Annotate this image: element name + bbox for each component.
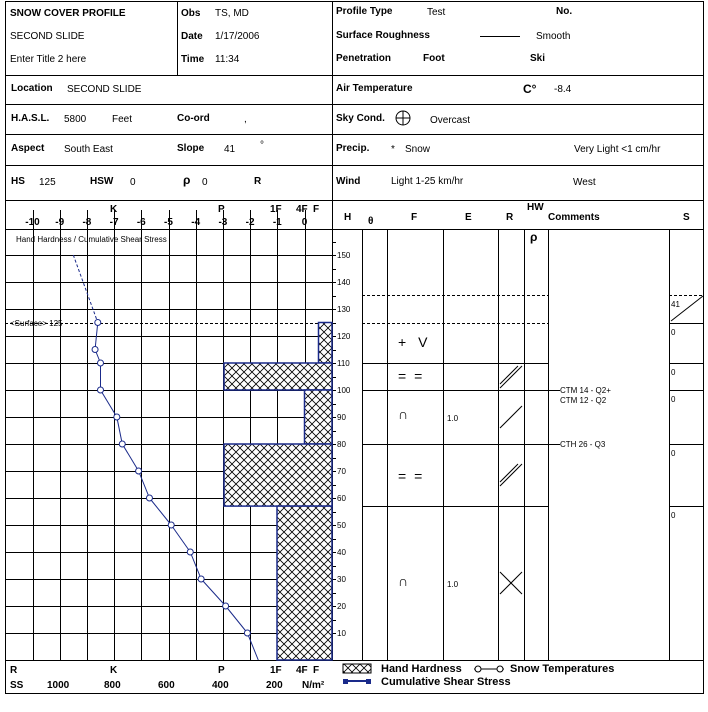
profile-title: SNOW COVER PROFILE xyxy=(10,8,126,19)
chart-title: Hand Hardness / Cumulative Shear Stress xyxy=(16,235,167,244)
profile-subtitle: SECOND SLIDE xyxy=(10,31,85,42)
temperature-point xyxy=(92,347,98,353)
temperature-point xyxy=(114,414,120,420)
temperature-segment xyxy=(149,498,171,525)
height-tick: 140 xyxy=(337,278,351,287)
obs-label: Obs xyxy=(181,8,201,19)
hardness-bar-1 xyxy=(319,323,333,364)
height-tick: 130 xyxy=(337,305,351,314)
ss-tick-200: 200 xyxy=(266,680,283,691)
grain-size-3: 1.0 xyxy=(447,414,459,423)
hs-label: HS xyxy=(11,176,25,187)
temperature-segment xyxy=(201,579,225,606)
no-label: No. xyxy=(556,6,573,17)
temperature-point xyxy=(168,522,174,528)
temp-tick: -9 xyxy=(55,217,65,228)
profile-type-value: Test xyxy=(427,7,446,18)
temp-tick: -1 xyxy=(272,217,282,228)
bottom-r: R xyxy=(10,665,18,676)
coord-value: , xyxy=(244,114,247,125)
rho-value: 0 xyxy=(202,177,208,188)
temperature-point xyxy=(187,549,193,555)
bottom-p: P xyxy=(218,665,225,676)
col-theta: θ xyxy=(368,216,374,227)
col-f: F xyxy=(411,212,418,223)
r-label: R xyxy=(254,176,262,187)
profile-title-2: Enter Title 2 here xyxy=(10,54,87,65)
temperature-point xyxy=(119,441,125,447)
col-e: E xyxy=(465,212,472,223)
height-tick: 70 xyxy=(337,467,346,476)
s-value-4: 0 xyxy=(671,395,676,404)
s-value-5: 0 xyxy=(671,449,676,458)
comment-1: CTM 14 - Q2+ xyxy=(560,386,611,395)
ss-tick-1000: 1000 xyxy=(47,680,70,691)
temperature-segment xyxy=(247,633,258,660)
surface-roughness-label: Surface Roughness xyxy=(336,30,430,41)
bottom-k: K xyxy=(110,665,118,676)
ss-tick-800: 800 xyxy=(104,680,121,691)
wind-dir: West xyxy=(573,177,596,188)
grain-form-3: ∩ xyxy=(398,406,409,422)
precip-rate: Very Light <1 cm/hr xyxy=(574,144,661,155)
penetration-foot: Foot xyxy=(423,53,445,64)
temperature-point xyxy=(98,360,104,366)
hsw-label: HSW xyxy=(90,176,114,187)
temp-tick: -6 xyxy=(136,217,146,228)
bottom-1f: 1F xyxy=(270,665,282,676)
wind-label: Wind xyxy=(336,176,361,187)
temp-tick: -8 xyxy=(82,217,92,228)
grain-form-5: ∩ xyxy=(398,573,409,589)
hand-hardness-bars xyxy=(224,323,332,661)
temperature-point xyxy=(136,468,142,474)
hardness-bar-2 xyxy=(224,363,332,390)
col-comments: Comments xyxy=(548,212,600,223)
air-temp-label: Air Temperature xyxy=(336,83,413,94)
hasl-label: H.A.S.L. xyxy=(11,113,50,124)
rho-label: ρ xyxy=(183,173,191,187)
hsw-value: 0 xyxy=(130,177,136,188)
hardness-bar-5 xyxy=(277,506,332,660)
temp-tick: -4 xyxy=(191,217,201,228)
bottom-f: F xyxy=(313,665,320,676)
hasl-value: 5800 xyxy=(64,114,87,125)
height-tick: 30 xyxy=(337,575,346,584)
height-tick: 100 xyxy=(337,386,351,395)
s-value-1: 41 xyxy=(671,300,680,309)
date-label: Date xyxy=(181,31,203,42)
bottom-4f: 4F xyxy=(296,665,308,676)
col-rho: ρ xyxy=(530,230,538,244)
wind-speed: Light 1-25 km/hr xyxy=(391,176,464,187)
height-tick: 10 xyxy=(337,629,346,638)
temp-tick: -10 xyxy=(25,217,40,228)
height-tick: 40 xyxy=(337,548,346,557)
temp-tick: -7 xyxy=(109,217,119,228)
temp-tick: -3 xyxy=(218,217,228,228)
sky-label: Sky Cond. xyxy=(336,113,385,124)
comment-3: CTH 26 - Q3 xyxy=(560,440,606,449)
air-temp-unit: C° xyxy=(523,82,537,96)
col-hw: HW xyxy=(527,202,544,213)
temperature-segment xyxy=(226,606,248,633)
slope-label: Slope xyxy=(177,143,205,154)
time-label: Time xyxy=(181,54,205,65)
location-label: Location xyxy=(11,83,53,94)
axis-4f-label: 4F xyxy=(296,204,308,215)
profile-type-label: Profile Type xyxy=(336,6,393,17)
grain-form-2: = = xyxy=(398,368,425,384)
temperature-point xyxy=(95,320,101,326)
time-value: 11:34 xyxy=(215,54,240,65)
legend-hand-hardness: Hand Hardness xyxy=(381,663,462,675)
precip-type: Snow xyxy=(405,144,431,155)
hardness-bar-3 xyxy=(305,390,333,444)
s-value-2: 0 xyxy=(671,328,676,337)
ss-tick-600: 600 xyxy=(158,680,175,691)
col-h: H xyxy=(344,212,352,223)
height-tick: 120 xyxy=(337,332,351,341)
date-value: 1/17/2006 xyxy=(215,31,260,42)
temperature-segment xyxy=(139,471,150,498)
temp-tick: -2 xyxy=(245,217,255,228)
axis-1f-label: 1F xyxy=(270,204,282,215)
legend-snow-temps: Snow Temperatures xyxy=(510,663,615,675)
penetration-ski: Ski xyxy=(530,53,546,64)
hardness-bar-4 xyxy=(224,444,332,506)
location-value: SECOND SLIDE xyxy=(67,84,142,95)
temperature-segment xyxy=(122,444,138,471)
ss-tick-400: 400 xyxy=(212,680,229,691)
hasl-unit: Feet xyxy=(112,114,133,125)
height-tick: 90 xyxy=(337,413,346,422)
slope-unit: ° xyxy=(260,140,264,151)
grain-form-1: + V xyxy=(398,334,432,350)
temperature-segment xyxy=(171,525,190,552)
temperature-point xyxy=(198,576,204,582)
temperature-point xyxy=(146,495,152,501)
temperature-point xyxy=(244,630,250,636)
s-value-3: 0 xyxy=(671,368,676,377)
obs-value: TS, MD xyxy=(215,8,249,19)
hs-value: 125 xyxy=(39,177,56,188)
height-tick: 60 xyxy=(337,494,346,503)
temp-tick: -5 xyxy=(164,217,173,228)
temperature-segment xyxy=(190,552,201,579)
temperature-point xyxy=(98,387,104,393)
temp-tick: 0 xyxy=(301,217,308,228)
coord-label: Co-ord xyxy=(177,113,210,124)
col-r: R xyxy=(506,212,514,223)
axis-p-label: P xyxy=(218,204,225,215)
grain-size-5: 1.0 xyxy=(447,580,459,589)
ss-unit: N/m² xyxy=(302,680,325,691)
height-tick: 50 xyxy=(337,521,346,530)
comment-2: CTM 12 - Q2 xyxy=(560,396,607,405)
surface-label: <Surface> 125 xyxy=(10,319,63,328)
precip-label: Precip. xyxy=(336,143,370,154)
height-tick: 20 xyxy=(337,602,346,611)
temperature-point xyxy=(223,603,229,609)
temperature-segment xyxy=(117,417,122,444)
temperature-segment xyxy=(73,255,97,323)
slope-value: 41 xyxy=(224,144,236,155)
sky-value: Overcast xyxy=(430,115,471,126)
ss-label: SS xyxy=(10,680,24,691)
air-temp-value: -8.4 xyxy=(554,84,572,95)
legend-cum-shear: Cumulative Shear Stress xyxy=(381,676,511,688)
precip-symbol: * xyxy=(391,144,395,155)
height-tick: 80 xyxy=(337,440,346,449)
axis-k-label: K xyxy=(110,204,118,215)
aspect-value: South East xyxy=(64,144,113,155)
aspect-label: Aspect xyxy=(11,143,45,154)
grain-form-4: = = xyxy=(398,468,425,484)
axis-f-label: F xyxy=(313,204,320,215)
surface-roughness-value: Smooth xyxy=(536,31,571,42)
col-s: S xyxy=(683,212,690,223)
penetration-label: Penetration xyxy=(336,53,392,64)
s-value-6: 0 xyxy=(671,511,676,520)
height-tick: 110 xyxy=(337,359,350,368)
height-tick: 150 xyxy=(337,251,351,260)
